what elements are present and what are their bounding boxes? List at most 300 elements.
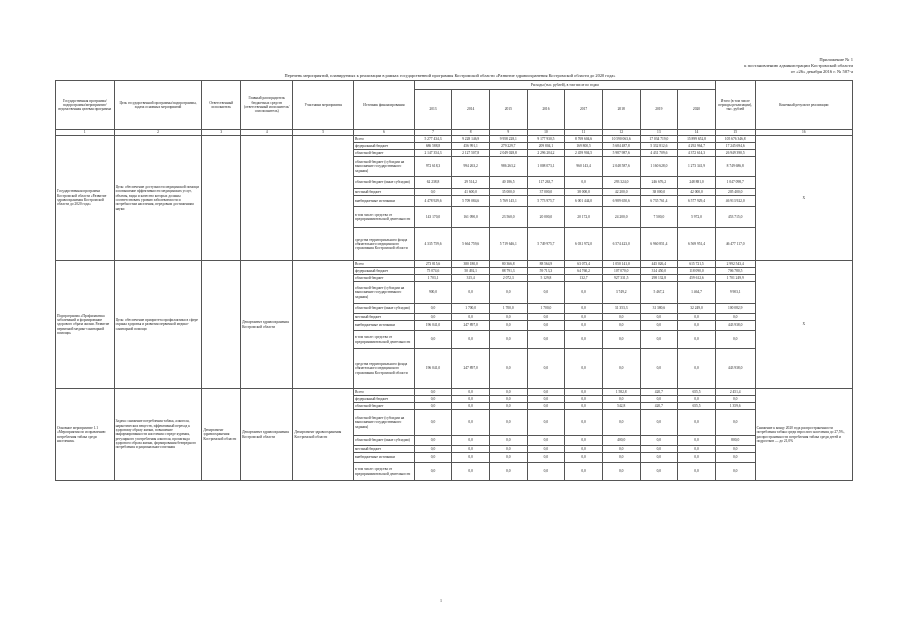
year-value: 0,0 bbox=[527, 410, 565, 436]
responsible-executor: Департамент здравоохранения Костромской области bbox=[202, 389, 241, 481]
year-value: 9 228 146,9 bbox=[452, 136, 490, 143]
program-goal: Задача: снижение потребления табака, алкоголя, наркотических веществ, эффективный переход к здоровому образу жизни, повышение информированности населения о вреде курения, регулярного употребления алкоголя, пропаганда здорового образа жизни, формирования безвредного потребления и рационального питания bbox=[114, 389, 202, 481]
header-total: Итого (в том числе периоды реализации), тыс. рублей bbox=[715, 81, 755, 130]
total-value: 2 992 543,4 bbox=[715, 261, 755, 268]
year-value: 6 577 929,4 bbox=[678, 196, 716, 207]
total-value: 800,0 bbox=[715, 436, 755, 446]
year-value: 1 160 628,0 bbox=[640, 157, 678, 177]
year-value: 0,0 bbox=[414, 446, 452, 453]
appendix-line-1: Приложение № 1 bbox=[819, 57, 853, 62]
year-value: 0,0 bbox=[678, 453, 716, 463]
year-value: 0,0 bbox=[414, 453, 452, 463]
year-value: 0,0 bbox=[527, 282, 565, 304]
year-value: 23 560,0 bbox=[489, 207, 527, 228]
year-value: 4 431 709,6 bbox=[640, 150, 678, 157]
total-value: 0,0 bbox=[715, 314, 755, 321]
year-value: 6 735 761,4 bbox=[640, 196, 678, 207]
year-value: 0,0 bbox=[640, 463, 678, 481]
year-value: 0,0 bbox=[565, 436, 603, 446]
year-value: 0,0 bbox=[678, 410, 716, 436]
column-number: 4 bbox=[241, 130, 293, 136]
year-value: 1 582,8 bbox=[602, 389, 640, 396]
year-value: 37 000,0 bbox=[527, 189, 565, 196]
year-value: 247 897,0 bbox=[452, 349, 490, 389]
year-value: 0,0 bbox=[452, 410, 490, 436]
year-value: 2 296 204,2 bbox=[527, 150, 565, 157]
year-value: 0,0 bbox=[602, 349, 640, 389]
year-value: 0,0 bbox=[452, 453, 490, 463]
total-value: 443 938,0 bbox=[715, 349, 755, 389]
year-value: 0,0 bbox=[527, 453, 565, 463]
funding-source: федеральный бюджет bbox=[354, 143, 415, 150]
year-value: 0,0 bbox=[565, 177, 603, 189]
year-value: 0,0 bbox=[565, 349, 603, 389]
funding-source: внебюджетные источники bbox=[354, 453, 415, 463]
year-value: 0,0 bbox=[527, 446, 565, 453]
year-value: 0,0 bbox=[602, 314, 640, 321]
funding-source: Всего bbox=[354, 261, 415, 268]
column-number: 15 bbox=[715, 130, 755, 136]
year-value: 420,7 bbox=[640, 389, 678, 396]
year-value: 88 564,9 bbox=[527, 261, 565, 268]
page-number: 1 bbox=[440, 598, 442, 603]
year-value: 0,0 bbox=[678, 446, 716, 453]
total-value: 0,0 bbox=[715, 463, 755, 481]
year-value: 5 719 646,1 bbox=[489, 228, 527, 261]
year-value: 62 238,8 bbox=[414, 177, 452, 189]
year-value: 972 618,3 bbox=[414, 157, 452, 177]
funding-source: областной бюджет (иные субсидии) bbox=[354, 304, 415, 314]
funding-source: федеральный бюджет bbox=[354, 396, 415, 403]
table-row bbox=[56, 261, 853, 268]
year-value: 0,0 bbox=[565, 389, 603, 396]
column-number: 2 bbox=[114, 130, 202, 136]
year-value: 0,0 bbox=[602, 410, 640, 436]
year-value: 0,0 bbox=[602, 321, 640, 331]
year-value: 0,0 bbox=[678, 436, 716, 446]
year-value: 80 366,8 bbox=[489, 261, 527, 268]
year-value: 380 180,0 bbox=[452, 261, 490, 268]
header-source: Источник финансирования bbox=[354, 81, 415, 130]
year-value: 6 031 972,0 bbox=[565, 228, 603, 261]
year-value: 9 177 930,5 bbox=[527, 136, 565, 143]
column-number: 12 bbox=[602, 130, 640, 136]
year-value: 6 960 851,4 bbox=[640, 228, 678, 261]
year-value: 0,0 bbox=[565, 463, 603, 481]
column-number: 3 bbox=[202, 130, 241, 136]
header-program: Государственная программа/подпрограмма/мероприятие/ведомственная целевая программа bbox=[56, 81, 115, 130]
year-value: 0,0 bbox=[527, 349, 565, 389]
year-value: 0,0 bbox=[678, 321, 716, 331]
year-value: 542,8 bbox=[602, 403, 640, 410]
funding-source: в том числе: средства от предпринимательской деятельности bbox=[354, 207, 415, 228]
year-value: 5 277 434,3 bbox=[414, 136, 452, 143]
year-value: 4 372 614,3 bbox=[678, 150, 716, 157]
year-value: 5 332 812,6 bbox=[640, 143, 678, 150]
column-number: 5 bbox=[293, 130, 354, 136]
column-number: 11 bbox=[565, 130, 603, 136]
total-value: 453 715,0 bbox=[715, 207, 755, 228]
year-value: 0,0 bbox=[640, 331, 678, 349]
year-value: 0,0 bbox=[489, 389, 527, 396]
year-value: 0,0 bbox=[489, 453, 527, 463]
year-value: 0,0 bbox=[602, 396, 640, 403]
year-value: 5 467,2 bbox=[640, 282, 678, 304]
total-value: 26 949 390,5 bbox=[715, 150, 755, 157]
total-value: 443 938,0 bbox=[715, 321, 755, 331]
year-value: 7 500,0 bbox=[640, 207, 678, 228]
year-value: 0,0 bbox=[602, 331, 640, 349]
column-number: 13 bbox=[640, 130, 678, 136]
header-budget-holder: Главный распорядитель бюджетных средств (ответственный исполнитель/соисполнитель) bbox=[241, 81, 293, 130]
year-value: 1 050 141,0 bbox=[602, 261, 640, 268]
year-value: 0,0 bbox=[414, 331, 452, 349]
header-year: 2018 bbox=[602, 90, 640, 130]
funding-source: внебюджетные источники bbox=[354, 321, 415, 331]
year-value: 0,0 bbox=[565, 314, 603, 321]
year-value: 0,0 bbox=[640, 314, 678, 321]
year-value: 0,0 bbox=[489, 446, 527, 453]
column-number: 6 bbox=[354, 130, 415, 136]
budget-holder: Департамент здравоохранения Костромской области bbox=[241, 389, 293, 481]
year-value: 132,7 bbox=[565, 275, 603, 282]
year-value: 117 263,7 bbox=[527, 177, 565, 189]
year-value: 655,5 bbox=[678, 389, 716, 396]
year-value: 5 773 975,7 bbox=[527, 196, 565, 207]
year-value: 420,7 bbox=[640, 403, 678, 410]
year-value: 75 074,6 bbox=[414, 268, 452, 275]
column-number: 1 bbox=[56, 130, 115, 136]
funding-source: местный бюджет bbox=[354, 314, 415, 321]
total-value: 9 903,1 bbox=[715, 282, 755, 304]
year-value: 4 335 759,6 bbox=[414, 228, 452, 261]
year-value: 0,0 bbox=[565, 446, 603, 453]
header-year: 2013 bbox=[414, 90, 452, 130]
year-value: 298 132,8 bbox=[640, 275, 678, 282]
total-value: 0,0 bbox=[715, 396, 755, 403]
appendix-line-3: от «26» декабря 2016 г. № 507-а bbox=[790, 69, 853, 74]
year-value: 0,0 bbox=[414, 389, 452, 396]
year-value: 0,0 bbox=[414, 403, 452, 410]
year-value: 169 800,5 bbox=[565, 143, 603, 150]
year-value: 4 292 964,7 bbox=[678, 143, 716, 150]
year-value: 0,0 bbox=[640, 453, 678, 463]
year-value: 29 514,2 bbox=[452, 177, 490, 189]
total-value: 17 245 694,6 bbox=[715, 143, 755, 150]
year-value: 0,0 bbox=[678, 314, 716, 321]
year-value: 0,0 bbox=[527, 396, 565, 403]
year-value: 88 791,3 bbox=[489, 268, 527, 275]
year-value: 655,5 bbox=[678, 403, 716, 410]
year-value: 38 000,0 bbox=[565, 189, 603, 196]
column-number: 7 bbox=[414, 130, 452, 136]
year-value: 40 186,5 bbox=[489, 177, 527, 189]
year-value: 1 008 073,1 bbox=[527, 157, 565, 177]
year-value: 2 459 904,5 bbox=[565, 150, 603, 157]
year-value: 0,0 bbox=[452, 389, 490, 396]
year-value: 0,0 bbox=[489, 403, 527, 410]
year-value: 273 815,6 bbox=[414, 261, 452, 268]
year-value: 196 041,0 bbox=[414, 349, 452, 389]
year-value: 0,0 bbox=[452, 314, 490, 321]
total-value: 0,0 bbox=[715, 410, 755, 436]
year-value: 35 000,0 bbox=[489, 189, 527, 196]
year-value: 2 127 507,8 bbox=[452, 150, 490, 157]
funding-source: средства территориального фонда обязательного медицинского страхования Костромской области bbox=[354, 228, 415, 261]
year-value: 0,0 bbox=[489, 436, 527, 446]
header-goal: Цель государственной программы/подпрограммы, задача основных мероприятий bbox=[114, 81, 202, 130]
total-value: 706 780,5 bbox=[715, 268, 755, 275]
year-value: 0,0 bbox=[565, 321, 603, 331]
year-value: 0,0 bbox=[489, 349, 527, 389]
year-value: 41 600,0 bbox=[452, 189, 490, 196]
year-value: 0,0 bbox=[527, 321, 565, 331]
year-value: 5 664 759,6 bbox=[452, 228, 490, 261]
year-value: 0,0 bbox=[527, 463, 565, 481]
year-value: 10 590 063,6 bbox=[602, 136, 640, 143]
year-value: 0,0 bbox=[640, 436, 678, 446]
year-value: 5 769 145,1 bbox=[489, 196, 527, 207]
year-value: 59 713,3 bbox=[527, 268, 565, 275]
year-value: 2 072,3 bbox=[489, 275, 527, 282]
program-table bbox=[55, 80, 853, 481]
year-value: 0,0 bbox=[452, 446, 490, 453]
year-value: 2 147 354,3 bbox=[414, 150, 452, 157]
year-value: 4 478 929,6 bbox=[414, 196, 452, 207]
header-year: 2015 bbox=[489, 90, 527, 130]
year-value: 31 380,6 bbox=[640, 304, 678, 314]
program-goal: Цель: обеспечение доступности медицинской помощи и повышение эффективности медицинских услуг, объемы, виды и качество которых должны соответствовать уровню заболеваемости и потребностям населения, передовым достижениям науки bbox=[114, 136, 202, 261]
year-value: 0,0 bbox=[565, 453, 603, 463]
year-value: 0,0 bbox=[414, 463, 452, 481]
column-number: 14 bbox=[678, 130, 716, 136]
year-value: 1 273 341,9 bbox=[678, 157, 716, 177]
year-value: 0,0 bbox=[489, 396, 527, 403]
year-value: 0,0 bbox=[414, 410, 452, 436]
year-value: 6 574 423,0 bbox=[602, 228, 640, 261]
total-value: 0,0 bbox=[715, 446, 755, 453]
year-value: 0,0 bbox=[640, 349, 678, 389]
funding-source: областной бюджет (иные субсидии) bbox=[354, 436, 415, 446]
funding-source: областной бюджет bbox=[354, 275, 415, 282]
year-value: 17 034 719,0 bbox=[640, 136, 678, 143]
year-value: 0,0 bbox=[565, 396, 603, 403]
year-value: 293 324,0 bbox=[602, 177, 640, 189]
year-value: 5 129,8 bbox=[527, 275, 565, 282]
year-value: 5 749 975,7 bbox=[527, 228, 565, 261]
year-value: 20 172,0 bbox=[565, 207, 603, 228]
year-value: 50 492,1 bbox=[452, 268, 490, 275]
year-value: 0,0 bbox=[414, 436, 452, 446]
table-row bbox=[56, 136, 853, 143]
year-value: 0,0 bbox=[565, 304, 603, 314]
year-value: 0,0 bbox=[565, 282, 603, 304]
total-value: 0,0 bbox=[715, 331, 755, 349]
year-value: 900,0 bbox=[414, 282, 452, 304]
year-value: 3 749,2 bbox=[602, 282, 640, 304]
header-year: 2019 bbox=[640, 90, 678, 130]
year-value: 143 170,0 bbox=[414, 207, 452, 228]
year-value: 0,0 bbox=[489, 463, 527, 481]
participants bbox=[293, 136, 354, 261]
funding-source: местный бюджет bbox=[354, 446, 415, 453]
program-goal: Цель: обеспечение приоритета профилактики в сфере охраны здоровья и развития первичной медико-санитарной помощи bbox=[114, 261, 202, 389]
year-value: 279 229,7 bbox=[489, 143, 527, 150]
year-value: 161 090,0 bbox=[452, 207, 490, 228]
year-value: 0,0 bbox=[414, 189, 452, 196]
year-value: 0,0 bbox=[452, 403, 490, 410]
year-value: 0,0 bbox=[678, 396, 716, 403]
year-value: 686 588,8 bbox=[414, 143, 452, 150]
funding-source: областной бюджет (субсидии на выполнение государственного задания) bbox=[354, 157, 415, 177]
year-value: 0,0 bbox=[452, 396, 490, 403]
funding-source: внебюджетные источники bbox=[354, 196, 415, 207]
year-value: 1 703,1 bbox=[414, 275, 452, 282]
year-value: 64 760,2 bbox=[565, 268, 603, 275]
year-value: 1 700,0 bbox=[527, 304, 565, 314]
funding-source: Всего bbox=[354, 136, 415, 143]
year-value: 0,0 bbox=[640, 410, 678, 436]
total-value: 0,0 bbox=[715, 453, 755, 463]
funding-source: местный бюджет bbox=[354, 189, 415, 196]
year-value: 456 991,1 bbox=[452, 143, 490, 150]
year-value: 0,0 bbox=[527, 331, 565, 349]
year-value: 107 070,0 bbox=[602, 268, 640, 275]
year-value: 0,0 bbox=[527, 389, 565, 396]
year-value: 32 249,0 bbox=[678, 304, 716, 314]
funding-source: областной бюджет (субсидии на выполнение государственного задания) bbox=[354, 410, 415, 436]
program-name: Подпрограмма «Профилактика заболеваний и формирование здорового образа жизни. Развитие первичной медико-санитарной помощи» bbox=[56, 261, 115, 389]
year-value: 0,0 bbox=[527, 314, 565, 321]
year-value: 6 989 650,6 bbox=[602, 196, 640, 207]
year-value: 38 000,0 bbox=[640, 189, 678, 196]
year-value: 0,0 bbox=[489, 331, 527, 349]
funding-source: федеральный бюджет bbox=[354, 268, 415, 275]
column-number: 16 bbox=[755, 130, 852, 136]
year-value: 42 000,0 bbox=[678, 189, 716, 196]
header-unit: Расходы (тыс. рублей), в том числе по годам bbox=[414, 81, 715, 90]
year-value: 986 263,2 bbox=[489, 157, 527, 177]
year-value: 0,0 bbox=[527, 403, 565, 410]
year-value: 9 958 228,1 bbox=[489, 136, 527, 143]
year-value: 5 987 987,6 bbox=[602, 150, 640, 157]
year-value: 247 897,0 bbox=[452, 321, 490, 331]
year-value: 0,0 bbox=[414, 314, 452, 321]
year-value: 209 804,1 bbox=[527, 143, 565, 150]
year-value: 0,0 bbox=[565, 331, 603, 349]
year-value: 0,0 bbox=[602, 463, 640, 481]
funding-source: областной бюджет bbox=[354, 150, 415, 157]
funding-source: областной бюджет (иные субсидии) bbox=[354, 177, 415, 189]
funding-source: Всего bbox=[354, 389, 415, 396]
year-value: 1 700,0 bbox=[489, 304, 527, 314]
year-value: 63 073,4 bbox=[565, 261, 603, 268]
header-responsible: Ответственный исполнитель bbox=[202, 81, 241, 130]
year-value: 15 899 652,8 bbox=[678, 136, 716, 143]
total-value: 1 701 249,9 bbox=[715, 275, 755, 282]
column-number: 9 bbox=[489, 130, 527, 136]
year-value: 0,0 bbox=[452, 331, 490, 349]
year-value: 0,0 bbox=[640, 321, 678, 331]
year-value: 6 569 951,4 bbox=[678, 228, 716, 261]
participants: Департамент здравоохранения Костромской области bbox=[293, 389, 354, 481]
year-value: 0,0 bbox=[452, 463, 490, 481]
year-value: 0,0 bbox=[489, 314, 527, 321]
year-value: 615 721,5 bbox=[678, 261, 716, 268]
header-year: 2016 bbox=[527, 90, 565, 130]
year-value: 400,0 bbox=[602, 436, 640, 446]
year-value: 0,0 bbox=[678, 463, 716, 481]
year-value: 927 331,5 bbox=[602, 275, 640, 282]
column-number: 8 bbox=[452, 130, 490, 136]
total-value: 2 451,4 bbox=[715, 389, 755, 396]
year-value: 2 048 587,6 bbox=[602, 157, 640, 177]
final-result: Х bbox=[755, 136, 852, 261]
year-value: 31 353,3 bbox=[602, 304, 640, 314]
total-value: 205 400,0 bbox=[715, 189, 755, 196]
funding-source: областной бюджет bbox=[354, 403, 415, 410]
responsible-executor bbox=[202, 261, 241, 389]
column-number: 10 bbox=[527, 130, 565, 136]
total-value: 46 477 117,0 bbox=[715, 228, 755, 261]
year-value: 0,0 bbox=[489, 321, 527, 331]
program-name: Государственная программа Костромской области «Развитие здравоохранения Костромской области до 2020 года» bbox=[56, 136, 115, 261]
budget-holder bbox=[241, 136, 293, 261]
participants bbox=[293, 261, 354, 389]
year-value: 24 200,0 bbox=[602, 207, 640, 228]
year-value: 6 001 444,0 bbox=[565, 196, 603, 207]
year-value: 0,0 bbox=[414, 396, 452, 403]
year-value: 0,0 bbox=[452, 282, 490, 304]
total-value: 8 749 686,8 bbox=[715, 157, 755, 177]
header-result: Конечный результат реализации bbox=[755, 81, 852, 130]
year-value: 2 049 028,8 bbox=[489, 150, 527, 157]
year-value: 5 684 487,8 bbox=[602, 143, 640, 150]
year-value: 0,0 bbox=[452, 436, 490, 446]
header-year: 2017 bbox=[565, 90, 603, 130]
year-value: 42 200,0 bbox=[602, 189, 640, 196]
year-value: 0,0 bbox=[640, 396, 678, 403]
year-value: 314 450,0 bbox=[640, 268, 678, 275]
year-value: 5 709 084,6 bbox=[452, 196, 490, 207]
year-value: 0,0 bbox=[489, 282, 527, 304]
document-title: Перечень мероприятий, планируемых к реализации в рамках государственной программы Костромской области «Развитие здравоохранения Костромской области до 2020 года» bbox=[284, 73, 616, 78]
responsible-executor bbox=[202, 136, 241, 261]
final-result: Снижение к концу 2020 года распространенности потребления табака среди взрослого населения до 27,5%, распространенности потребления табака среди детей и подростков — до 21,0% bbox=[755, 389, 852, 481]
total-value: 46 913 922,0 bbox=[715, 196, 755, 207]
funding-source: в том числе: средства от предпринимательской деятельности bbox=[354, 463, 415, 481]
year-value: 196 041,0 bbox=[414, 321, 452, 331]
year-value: 0,0 bbox=[527, 436, 565, 446]
year-value: 0,0 bbox=[414, 304, 452, 314]
total-value: 100 082,9 bbox=[715, 304, 755, 314]
year-value: 20 000,0 bbox=[527, 207, 565, 228]
year-value: 0,0 bbox=[678, 349, 716, 389]
year-value: 459 612,6 bbox=[678, 275, 716, 282]
year-value: 248 881,0 bbox=[678, 177, 716, 189]
funding-source: областной бюджет (субсидии на выполнение государственного задания) bbox=[354, 282, 415, 304]
table-row bbox=[56, 389, 853, 396]
year-value: 994 263,2 bbox=[452, 157, 490, 177]
funding-source: средства территориального фонда обязательного медицинского страхования Костромской области bbox=[354, 349, 415, 389]
year-value: 0,0 bbox=[565, 410, 603, 436]
total-value: 105 676 346,8 bbox=[715, 136, 755, 143]
appendix-line-2: к постановлению администрации Костромской области bbox=[744, 63, 853, 68]
final-result: Х bbox=[755, 261, 852, 389]
funding-source: в том числе: средства от предпринимательской деятельности bbox=[354, 331, 415, 349]
year-value: 0,0 bbox=[602, 453, 640, 463]
total-value: 1 047 098,7 bbox=[715, 177, 755, 189]
